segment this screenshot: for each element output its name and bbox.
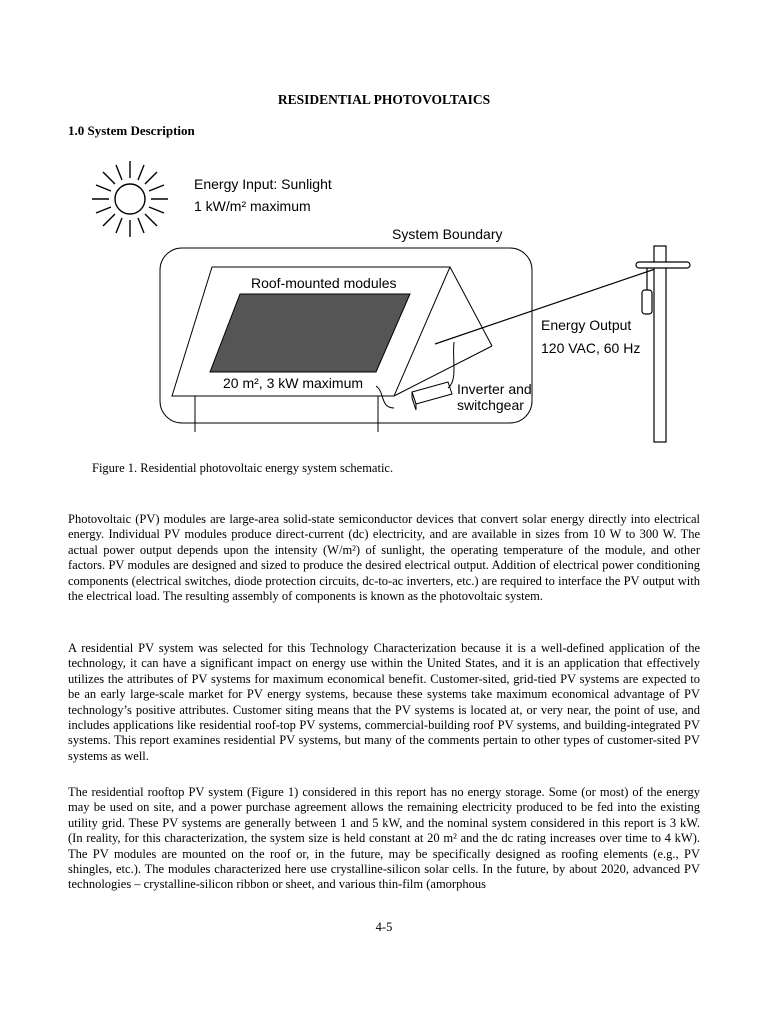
module-size-label: 20 m², 3 kW maximum [223, 375, 364, 391]
ac-wire [448, 342, 454, 388]
paragraph-2: A residential PV system was selected for this Technology Characterization because it is a well-defined application of the technology, it can have a significant impact on energy use within the United States, and it is an application that effectively utilizes the attributes of PV systems for maximum economical benefit. Customer-sited, grid-tied PV systems are expected to be an early large-scale market for PV energy systems, because these systems take maximum economical advantage of PV technology’s positive attributes. Customer siting means that the PV systems is located at, or very near, the point of use, and includes applications like residential roof-top PV systems, commercial-building roof PV systems, and building-integrated PV systems. This report examines residential PV systems, but many of the comments pertain to other types of customer-sited PV systems as well. [68, 641, 700, 763]
system-boundary-label: System Boundary [392, 226, 503, 242]
switchgear-label: switchgear [457, 397, 524, 413]
dc-wire [376, 386, 394, 408]
figure-caption: Figure 1. Residential photovoltaic energy system schematic. [92, 461, 394, 475]
page-number: 4-5 [375, 920, 393, 934]
inverter-label: Inverter and [457, 381, 532, 397]
schematic-drawing [0, 0, 768, 480]
utility-pole-icon [636, 246, 690, 442]
page-title: RESIDENTIAL PHOTOVOLTAICS [277, 92, 491, 107]
pv-system-schematic [0, 0, 768, 480]
energy-input-value: 1 kW/m² maximum [194, 198, 311, 214]
energy-output-label: Energy Output [541, 317, 632, 333]
paragraph-1: Photovoltaic (PV) modules are large-area solid-state semiconductor devices that convert solar energy directly into electrical energy. Individual PV modules produce direct-current (dc) electricity, and are available in sizes from 10 W to 300 W. The actual power output depends upon the intensity (W/m²) of sunlight, the operating temperature of the module, and other factors. PV modules are designed and sized to produce the desired electrical output. Addition of electrical power conditioning components (electrical switches, diode protection circuits, dc-to-ac inverters, etc.) are required to interface the PV output with the electrical load. The resulting assembly of components is known as the photovoltaic system. [68, 512, 700, 604]
energy-output-value: 120 VAC, 60 Hz [541, 340, 641, 356]
section-heading: 1.0 System Description [68, 123, 195, 138]
sun-icon [92, 161, 168, 237]
inverter-icon [412, 382, 452, 410]
roof-modules-label: Roof-mounted modules [251, 275, 397, 291]
paragraph-3: The residential rooftop PV system (Figure 1) considered in this report has no energy storage. Some (or most) of the energy may be used on site, and a power purchase agreement allows the remaining electricity produced to be fed into the existing utility grid. These PV systems are generally between 1 and 5 kW, and the nominal system considered in this report is 3 kW. (In reality, for this characterization, the system size is held constant at 20 m² and the dc rating increases over time to 4 kW). The PV modules are mounted on the roof or, in the future, may be specifically designed as roofing elements (e.g., PV shingles, etc.). The modules characterized here use crystalline-silicon solar cells. In the future, by about 2020, advanced PV technologies – crystalline-silicon ribbon or sheet, and various thin-film (amorphous [68, 785, 700, 892]
energy-input-label: Energy Input: Sunlight [194, 176, 332, 192]
pv-module-array [210, 294, 410, 372]
